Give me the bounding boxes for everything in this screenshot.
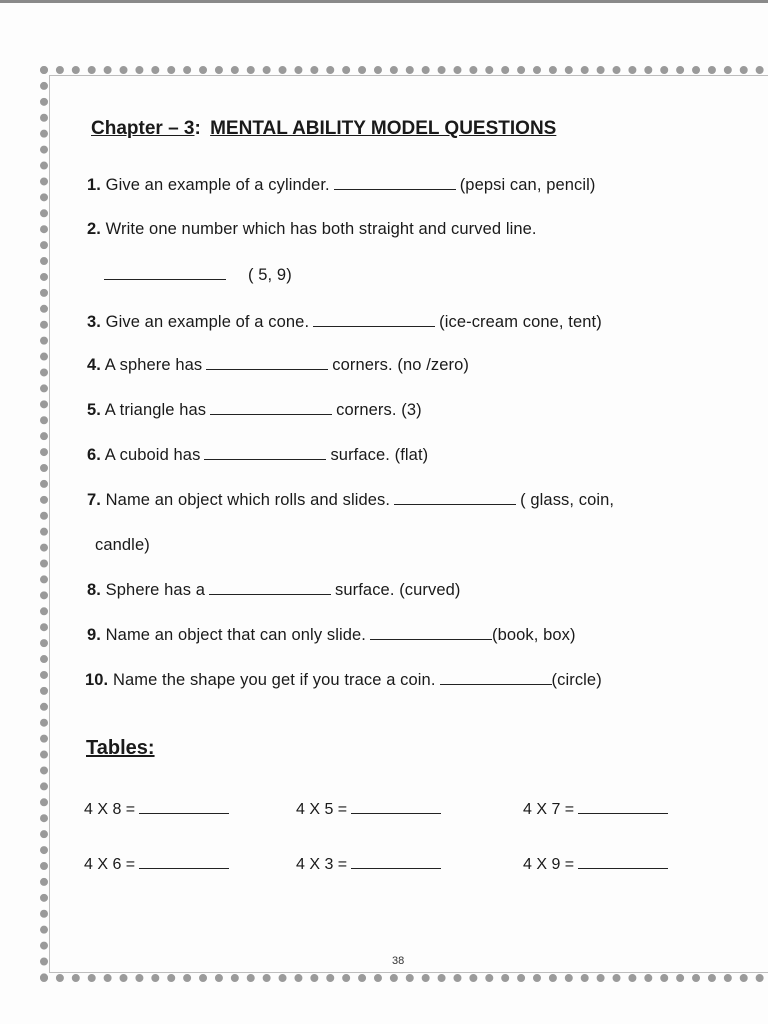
question-answer-hint: (pepsi can, pencil) xyxy=(459,176,596,194)
question-answer-hint: corners. (3) xyxy=(336,401,422,419)
question-number: 2. xyxy=(87,220,101,238)
table-expression: 4 X 3 = xyxy=(296,856,348,873)
question-number: 5. xyxy=(87,401,101,419)
table-item xyxy=(84,856,233,874)
question-text: Name the shape you get if you trace a coin. xyxy=(112,671,436,689)
answer-blank[interactable] xyxy=(206,357,328,370)
question-text: A sphere has xyxy=(104,356,203,374)
question-answer-hint: surface. (flat) xyxy=(330,446,429,464)
answer-blank[interactable] xyxy=(313,314,435,327)
decorative-dotted-border xyxy=(40,66,768,982)
question-number: 8. xyxy=(87,581,101,599)
table-item xyxy=(523,801,672,819)
answer-blank[interactable] xyxy=(104,267,226,280)
question-number: 7. xyxy=(87,491,101,509)
question-1 xyxy=(87,176,596,195)
chapter-title: MENTAL ABILITY MODEL QUESTIONS xyxy=(210,118,557,139)
chapter-heading xyxy=(91,118,556,140)
table-item xyxy=(84,801,233,819)
question-number: 3. xyxy=(87,313,101,331)
page-number: 38 xyxy=(392,955,405,967)
question-3 xyxy=(87,313,602,332)
question-answer-hint-continued: candle) xyxy=(95,536,150,554)
answer-blank[interactable] xyxy=(578,856,668,869)
table-item xyxy=(523,856,672,874)
question-answer-hint: corners. (no /zero) xyxy=(332,356,469,374)
question-9 xyxy=(87,626,576,645)
question-text: Give an example of a cone. xyxy=(105,313,310,331)
question-text: A triangle has xyxy=(104,401,207,419)
answer-blank[interactable] xyxy=(209,582,331,595)
question-8 xyxy=(87,581,461,600)
question-text: A cuboid has xyxy=(104,446,201,464)
question-answer-hint: (ice-cream cone, tent) xyxy=(439,313,602,331)
question-text: Name an object which rolls and slides. xyxy=(105,491,391,509)
answer-blank[interactable] xyxy=(440,672,552,685)
question-text: Write one number which has both straight and curved line. xyxy=(105,220,537,238)
question-10 xyxy=(85,671,602,690)
answer-blank[interactable] xyxy=(578,801,668,814)
answer-blank[interactable] xyxy=(351,801,441,814)
question-2 xyxy=(87,220,537,239)
question-7-continuation xyxy=(95,536,150,555)
question-number: 10. xyxy=(85,671,109,689)
table-expression: 4 X 9 = xyxy=(523,856,575,873)
table-expression: 4 X 7 = xyxy=(523,801,575,818)
question-answer-hint: (circle) xyxy=(551,671,602,689)
answer-blank[interactable] xyxy=(139,801,229,814)
answer-blank[interactable] xyxy=(210,402,332,415)
table-expression: 4 X 5 = xyxy=(296,801,348,818)
question-2-answer-line xyxy=(104,266,292,285)
question-text: Name an object that can only slide. xyxy=(105,626,366,644)
question-4 xyxy=(87,356,469,375)
question-number: 4. xyxy=(87,356,101,374)
question-7 xyxy=(87,491,614,510)
question-number: 9. xyxy=(87,626,101,644)
chapter-label: Chapter – 3 xyxy=(91,118,195,139)
answer-blank[interactable] xyxy=(334,177,456,190)
question-text: Give an example of a cylinder. xyxy=(105,176,330,194)
question-6 xyxy=(87,446,428,465)
answer-blank[interactable] xyxy=(394,492,516,505)
question-answer-hint: ( 5, 9) xyxy=(248,266,292,284)
question-answer-hint: (book, box) xyxy=(491,626,576,644)
question-number: 6. xyxy=(87,446,101,464)
table-expression: 4 X 6 = xyxy=(84,856,136,873)
answer-blank[interactable] xyxy=(204,447,326,460)
table-item xyxy=(296,856,445,874)
table-expression: 4 X 8 = xyxy=(84,801,136,818)
question-text: Sphere has a xyxy=(105,581,206,599)
tables-heading: Tables: xyxy=(86,737,155,759)
heading-colon: : xyxy=(194,118,201,139)
table-item xyxy=(296,801,445,819)
question-answer-hint: surface. (curved) xyxy=(335,581,461,599)
answer-blank[interactable] xyxy=(351,856,441,869)
answer-blank[interactable] xyxy=(370,627,492,640)
page-top-edge xyxy=(0,0,768,3)
answer-blank[interactable] xyxy=(139,856,229,869)
question-5 xyxy=(87,401,422,420)
question-number: 1. xyxy=(87,176,101,194)
question-answer-hint: ( glass, coin, xyxy=(520,491,615,509)
